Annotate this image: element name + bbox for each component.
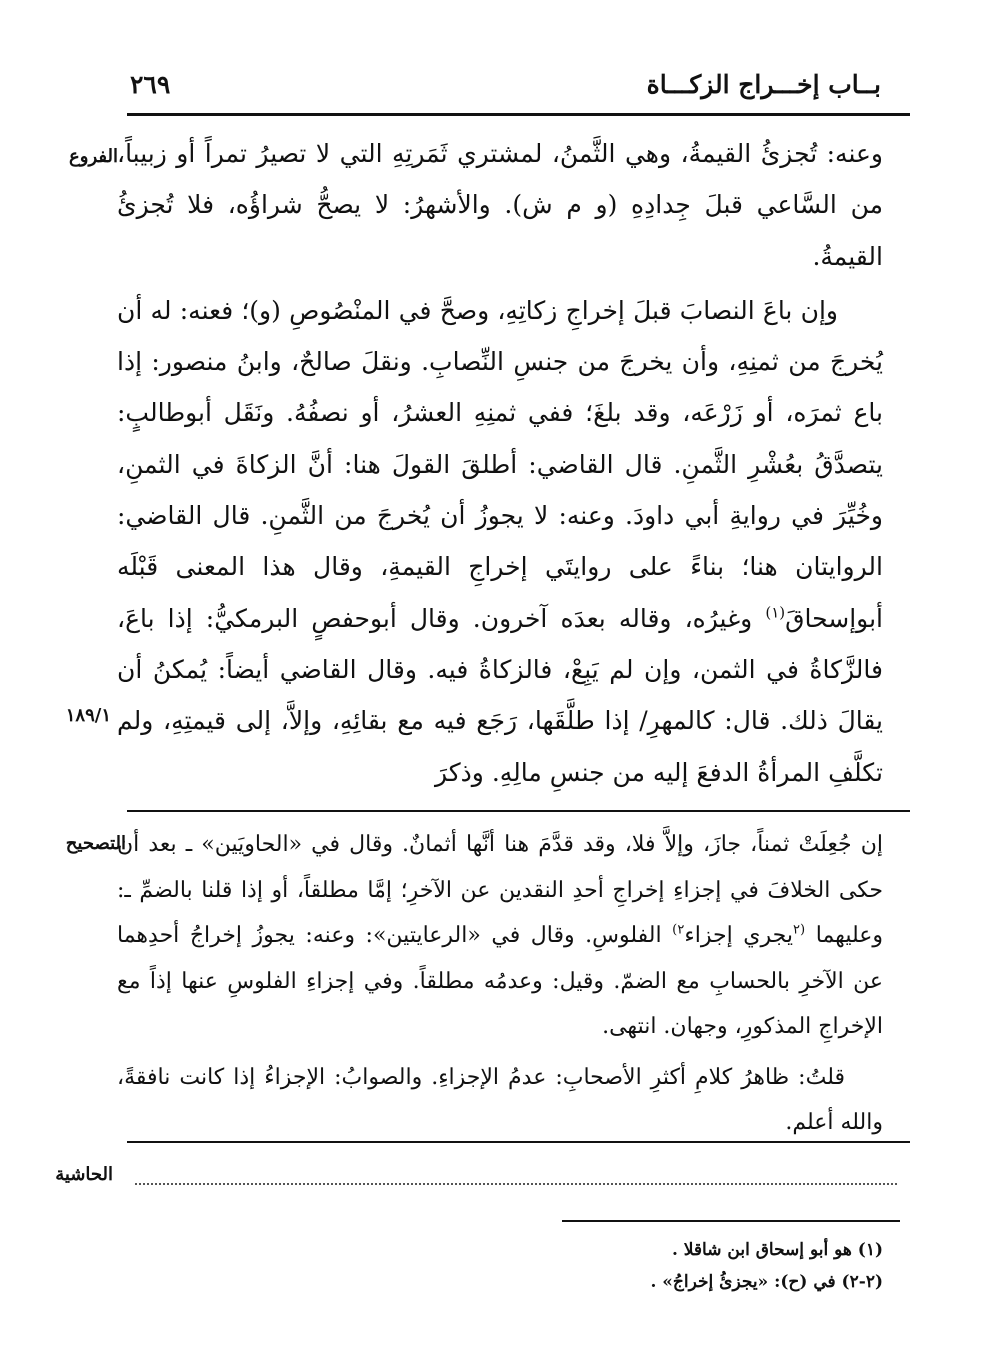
tashih-paragraph-1 [117,822,883,1050]
main-text-block [117,128,883,798]
footnote-ref-1: (١) [765,603,786,622]
footnote-ref-2-close: ٢) [672,922,685,938]
margin-label-hashiya: الحاشية [55,1164,113,1185]
tashih-paragraph-2: قلتُ: ظاهرُ كلامِ أكثرِ الأصحابِ: عدمُ الإجزاءِ. والصوابُ: الإجزاءُ إذا كانت نافقةً، والله أعلم. [117,1064,883,1135]
tashih-divider [127,810,910,812]
hashiya-divider [127,1141,910,1143]
tashih-paragraph-1-part-b: يجري إجزاء [684,923,793,948]
footnote-ref-2-open: (٢ [792,922,806,938]
page-number: ٢٦٩ [130,70,171,99]
tashih-paragraph-1-part-a: إن جُعِلَتْ ثمناً، جازَ، وإلاَّ فلا، وقد قدَّمَ هنا أنَّها أثمانٌ. وقال في «الحاويَين» ـ بعد أن حكى الخلافَ في إجزاءِ إخراجِ أحدِ النقدين عن الآخرِ؛ إمَّا مطلقاً، أو إذا قلنا بالضمِّ ـ: وعليهما [117,832,883,948]
main-paragraph-1: وعنه: تُجزئُ القيمةُ، وهي الثَّمنُ، لمشتري ثَمَرتِهِ التي لا تصيرُ تمراً أو زبيباً، من السَّاعي قبلَ جِدادِهِ (و م ش). والأشهرُ: لا يصحُّ شراؤُه، فلا تُجزئُ القيمةُ. [117,139,883,271]
main-paragraph-2 [117,285,883,798]
main-paragraph-2-part-a: وإن باعَ النصابَ قبلَ إخراجِ زكاتِهِ، وصحَّ في المنْصُوصِ (و)؛ فعنه: له أن يُخرجَ من ثمنِهِ، وأن يخرجَ من جنسِ النِّصابِ. ونقلَ صالحٌ، وابنُ منصور: إذا باع ثمرَه، أو زَرْعَه، وقد بلغَ؛ ففي ثمنِهِ العشرُ، أو نصفُهُ. ونَقَل أبوطالبٍ: يتصدَّقُ بعُشْرِ الثَّمنِ. قال القاضي: أطلقَ القولَ هنا: أنَّ الزكاةَ في الثمنِ، وخُيِّرَ في روايةِ أبي داودَ. وعنه: لا يجوزُ أن يُخرجَ من الثَّمنِ. قال القاضي: الروايتان هنا؛ بناءً على روايتَي إخراجِ القيمةِ، وقال هذا المعنى قَبْلَه أبوإسحاقَ [117,295,883,633]
header-divider [127,113,910,116]
margin-label-furu: الفروع [69,146,118,167]
margin-label-tashih: التصحيح [65,833,126,854]
tashih-text-block [117,822,883,1146]
chapter-title: بــاب إخـــراج الزكـــاة [646,70,881,99]
footnote-1: (١) هو أبو إسحاق ابن شاقلا . [671,1240,883,1260]
footnote-divider [562,1220,900,1222]
hashiya-dotted-line [135,1183,897,1185]
margin-page-reference: ١٨٩/١ [65,705,111,726]
main-paragraph-2-part-b: وغيرُه، وقاله بعدَه آخرون. وقال أبوحفصٍ البرمكيُّ: إذا باعَ، فالزَّكاةُ في الثمن، وإن لم يَبِعْ، فالزكاةُ فيه. وقال القاضي أيضاً: يُمكنُ أن يقالَ ذلك. قال: كالمهرِ/ إذا طلَّقَها، رَجَع فيه مع بقائِهِ، وإلاَّ، إلى قيمتِهِ، ولم تكلَّفِ المرأةُ الدفعَ إليه من جنسِ مالِهِ. وذكرَ [117,603,883,787]
footnote-2: (٢-٢) في (ح): «يجزئُ إخراجُ» . [650,1272,883,1292]
tashih-paragraph-1-part-c: الفلوسِ. وقال في «الرعايتين»: وعنه: يجوزُ إخراجُ أحدِهما عن الآخرِ بالحسابِ مع الضمّ. وقيل: وعدمُه مطلقاً. وفي إجزاءِ الفلوسِ عنها إذاً مع الإخراجِ المذكورِ، وجهان. انتهى. [117,923,883,1039]
